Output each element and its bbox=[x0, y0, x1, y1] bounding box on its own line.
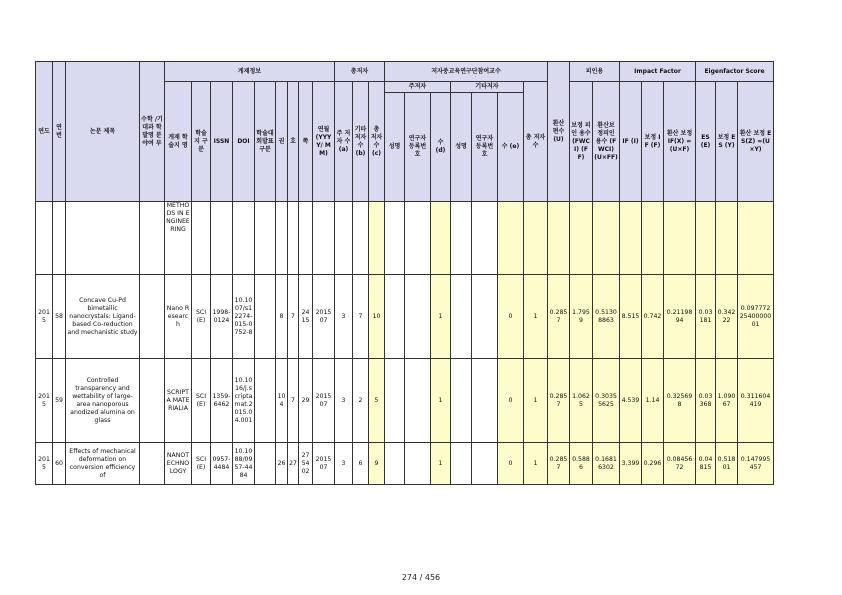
cell-x bbox=[664, 202, 696, 275]
cell-journal: SCRIPTA MATERIALIA bbox=[165, 359, 192, 443]
header-if: IF (I) bbox=[620, 82, 642, 202]
cell-i: 3.399 bbox=[620, 443, 642, 485]
cell-uff bbox=[593, 202, 620, 275]
cell-vol: 8 bbox=[276, 275, 288, 359]
header-es-group: Eigenfactor Score bbox=[696, 62, 774, 82]
cell-d: 1 bbox=[431, 443, 451, 485]
cell-ff: 1.7959 bbox=[570, 275, 593, 359]
header-count-e: 수 (e) bbox=[498, 93, 524, 202]
cell-y bbox=[716, 202, 738, 275]
cell-year: 2015 bbox=[36, 275, 53, 359]
header-page: 쪽 bbox=[299, 82, 313, 202]
header-cite-fwci: 보정 피인 용수 (FWC I) (FF) bbox=[570, 82, 593, 202]
cell-issn bbox=[211, 202, 233, 275]
cell-doi: 10.1016/j.scriptamat.2015.04.001 bbox=[233, 359, 255, 443]
cell-ym: 201507 bbox=[313, 275, 335, 359]
header-seq: 연번 bbox=[53, 62, 66, 202]
cell-no bbox=[288, 202, 299, 275]
cell-uff: 0.51308863 bbox=[593, 275, 620, 359]
cell-title: Controlled transparency and wettability of large-area nanoporous anodized alumina on glass bbox=[66, 359, 140, 443]
cell-year: 2015 bbox=[36, 443, 53, 485]
cell-i: 4.539 bbox=[620, 359, 642, 443]
header-author-group: 총저자 bbox=[335, 62, 385, 82]
cell-c: 9 bbox=[369, 443, 385, 485]
cell-f: 0.742 bbox=[642, 275, 664, 359]
cell-ff: 1.0625 bbox=[570, 359, 593, 443]
cell-z: 0.147995457 bbox=[738, 443, 774, 485]
cell-vol bbox=[276, 202, 288, 275]
cell-issn: 0957-4484 bbox=[211, 443, 233, 485]
page-number: 274 / 456 bbox=[401, 573, 441, 582]
cell-seq: 59 bbox=[53, 359, 66, 443]
cell-d: 1 bbox=[431, 359, 451, 443]
cell-doi: 10.1088/0957-4484 bbox=[233, 443, 255, 485]
header-issn: ISSN bbox=[211, 82, 233, 202]
cell-i bbox=[620, 202, 642, 275]
header-if-conv: 환산 보정 IF(X) = (U×F) bbox=[664, 82, 696, 202]
cell-tot bbox=[524, 202, 548, 275]
cell-x: 0.325698 bbox=[664, 359, 696, 443]
cell-y: 1.09067 bbox=[716, 359, 738, 443]
header-es: ES (E) bbox=[696, 82, 716, 202]
cell-uff: 0.30355625 bbox=[593, 359, 620, 443]
header-if-group: Impact Factor bbox=[620, 62, 696, 82]
cell-page bbox=[299, 202, 313, 275]
cell-math bbox=[140, 443, 165, 485]
cell-reg1 bbox=[405, 443, 431, 485]
cell-y: 0.34222 bbox=[716, 275, 738, 359]
cell-title bbox=[66, 202, 140, 275]
cell-u: 0.2857 bbox=[548, 359, 570, 443]
cell-es: 0.03181 bbox=[696, 275, 716, 359]
header-if-adj: 보정 IF (F) bbox=[642, 82, 664, 202]
paper-table bbox=[35, 61, 774, 485]
cell-name1 bbox=[385, 443, 405, 485]
cell-no: 27 bbox=[288, 443, 299, 485]
cell-e: 0 bbox=[498, 359, 524, 443]
header-count-d: 수 (d) bbox=[431, 93, 451, 202]
cell-c: 10 bbox=[369, 275, 385, 359]
cell-name2 bbox=[451, 359, 472, 443]
cell-c: 5 bbox=[369, 359, 385, 443]
cell-es: 0.03368 bbox=[696, 359, 716, 443]
cell-journal: Nano Research bbox=[165, 275, 192, 359]
cell-b: 6 bbox=[353, 443, 369, 485]
cell-b: 2 bbox=[353, 359, 369, 443]
cell-x: 0.0845672 bbox=[664, 443, 696, 485]
cell-uff: 0.16816302 bbox=[593, 443, 620, 485]
cell-ff bbox=[570, 202, 593, 275]
cell-seq: 58 bbox=[53, 275, 66, 359]
cell-grade bbox=[255, 359, 276, 443]
cell-seq: 60 bbox=[53, 443, 66, 485]
header-journal: 게재 학술지 명 bbox=[165, 82, 192, 202]
cell-grade bbox=[255, 275, 276, 359]
cell-ym bbox=[313, 202, 335, 275]
cell-u bbox=[548, 202, 570, 275]
cell-grade bbox=[255, 443, 276, 485]
cell-d bbox=[431, 202, 451, 275]
cell-jtype: SCI(E) bbox=[192, 359, 211, 443]
cell-x: 0.2119894 bbox=[664, 275, 696, 359]
cell-issn: 1359-6462 bbox=[211, 359, 233, 443]
cell-ff: 0.5886 bbox=[570, 443, 593, 485]
cell-es: 0.04815 bbox=[696, 443, 716, 485]
cell-page: 275402 bbox=[299, 443, 313, 485]
cell-ym: 201507 bbox=[313, 443, 335, 485]
cell-jtype: SCI(E) bbox=[192, 443, 211, 485]
cell-f: 1.14 bbox=[642, 359, 664, 443]
cell-e: 0 bbox=[498, 443, 524, 485]
cell-journal: METHODS IN ENGINEERING bbox=[165, 202, 192, 275]
header-main-sub: 주저자 bbox=[385, 82, 451, 93]
header-doi: DOI bbox=[233, 82, 255, 202]
header-cite-conv: 환산보 정피인 용수 (FWCI) (U×FF) bbox=[593, 82, 620, 202]
cell-math bbox=[140, 275, 165, 359]
cell-i: 8.515 bbox=[620, 275, 642, 359]
cell-u: 0.2857 bbox=[548, 443, 570, 485]
cell-year bbox=[36, 202, 53, 275]
header-cite-group: 피인용 bbox=[570, 62, 620, 82]
header-journal-type: 학술 지 구 분 bbox=[192, 82, 211, 202]
cell-u: 0.2857 bbox=[548, 275, 570, 359]
cell-z: 0.0977722540000001 bbox=[738, 275, 774, 359]
cell-y: 0.51801 bbox=[716, 443, 738, 485]
cell-name1 bbox=[385, 359, 405, 443]
cell-tot: 1 bbox=[524, 359, 548, 443]
header-reg-main: 연구자 등록번 호 bbox=[405, 93, 431, 202]
cell-grade bbox=[255, 202, 276, 275]
cell-jtype: SCI(E) bbox=[192, 275, 211, 359]
cell-e bbox=[498, 202, 524, 275]
cell-issn: 1998-0124 bbox=[211, 275, 233, 359]
header-other-author: 기타 저자 수 (b) bbox=[353, 82, 369, 202]
header-main-author: 주 저자 수 (a) bbox=[335, 82, 353, 202]
cell-name1 bbox=[385, 275, 405, 359]
header-title: 논문 제목 bbox=[66, 62, 140, 202]
header-year: 연도 bbox=[36, 62, 53, 202]
header-total-author: 총 저자 수 (c) bbox=[369, 82, 385, 202]
cell-b bbox=[353, 202, 369, 275]
cell-math bbox=[140, 202, 165, 275]
header-no: 호 bbox=[288, 82, 299, 202]
cell-vol: 104 bbox=[276, 359, 288, 443]
cell-math bbox=[140, 359, 165, 443]
cell-title: Concave Cu-Pd bimetallic nanocrystals: Ligand-based Co-reduction and mechanistic study bbox=[66, 275, 140, 359]
header-conv-count: 환산 편수 (U) bbox=[548, 62, 570, 202]
cell-f: 0.296 bbox=[642, 443, 664, 485]
cell-reg1 bbox=[405, 275, 431, 359]
header-pub-group: 게재정보 bbox=[165, 62, 335, 82]
header-faculty-group: 저자중교육연구단참여교수 bbox=[385, 62, 548, 82]
header-vol: 권 bbox=[276, 82, 288, 202]
header-es-conv: 환산 보정 ES(Z) =(U×Y) bbox=[738, 82, 774, 202]
cell-reg2 bbox=[472, 443, 498, 485]
cell-ym: 201507 bbox=[313, 359, 335, 443]
cell-reg2 bbox=[472, 202, 498, 275]
cell-reg1 bbox=[405, 202, 431, 275]
cell-vol: 26 bbox=[276, 443, 288, 485]
cell-reg2 bbox=[472, 275, 498, 359]
cell-name2 bbox=[451, 202, 472, 275]
header-total-main: 총 저자 수 bbox=[524, 82, 548, 202]
cell-a bbox=[335, 202, 353, 275]
cell-d: 1 bbox=[431, 275, 451, 359]
cell-name1 bbox=[385, 202, 405, 275]
cell-name2 bbox=[451, 275, 472, 359]
header-other-sub: 기타저자 bbox=[451, 82, 524, 93]
cell-no: 7 bbox=[288, 275, 299, 359]
cell-a: 3 bbox=[335, 275, 353, 359]
cell-reg1 bbox=[405, 359, 431, 443]
header-math: 수학 /기대과 학발명 분야여 부 bbox=[140, 62, 165, 202]
cell-c bbox=[369, 202, 385, 275]
cell-reg2 bbox=[472, 359, 498, 443]
cell-f bbox=[642, 202, 664, 275]
table-row bbox=[36, 202, 774, 275]
cell-doi bbox=[233, 202, 255, 275]
cell-name2 bbox=[451, 443, 472, 485]
cell-page: 29 bbox=[299, 359, 313, 443]
cell-z bbox=[738, 202, 774, 275]
cell-b: 7 bbox=[353, 275, 369, 359]
header-ym: 연월 (YYYY/ MM) bbox=[313, 82, 335, 202]
cell-a: 3 bbox=[335, 359, 353, 443]
header-name-other: 성명 bbox=[451, 93, 472, 202]
cell-a: 3 bbox=[335, 443, 353, 485]
cell-tot: 1 bbox=[524, 275, 548, 359]
table-row bbox=[36, 359, 774, 443]
cell-title: Effects of mechanical deformation on conversion efficiency of bbox=[66, 443, 140, 485]
cell-page: 2415 bbox=[299, 275, 313, 359]
cell-jtype bbox=[192, 202, 211, 275]
cell-doi: 10.1007/s12274-015-0752-8 bbox=[233, 275, 255, 359]
cell-no: 7 bbox=[288, 359, 299, 443]
cell-tot: 1 bbox=[524, 443, 548, 485]
header-pub-grade: 학술대 회발표 구분 bbox=[255, 82, 276, 202]
cell-z: 0.311604419 bbox=[738, 359, 774, 443]
table-row bbox=[36, 275, 774, 359]
header-name-main: 성명 bbox=[385, 93, 405, 202]
table-row bbox=[36, 443, 774, 485]
cell-year: 2015 bbox=[36, 359, 53, 443]
cell-e: 0 bbox=[498, 275, 524, 359]
header-reg-other: 연구자 등록번 호 bbox=[472, 93, 498, 202]
cell-seq bbox=[53, 202, 66, 275]
header-es-adj: 보정 ES (Y) bbox=[716, 82, 738, 202]
cell-es bbox=[696, 202, 716, 275]
cell-journal: NANOTECHNOLOGY bbox=[165, 443, 192, 485]
